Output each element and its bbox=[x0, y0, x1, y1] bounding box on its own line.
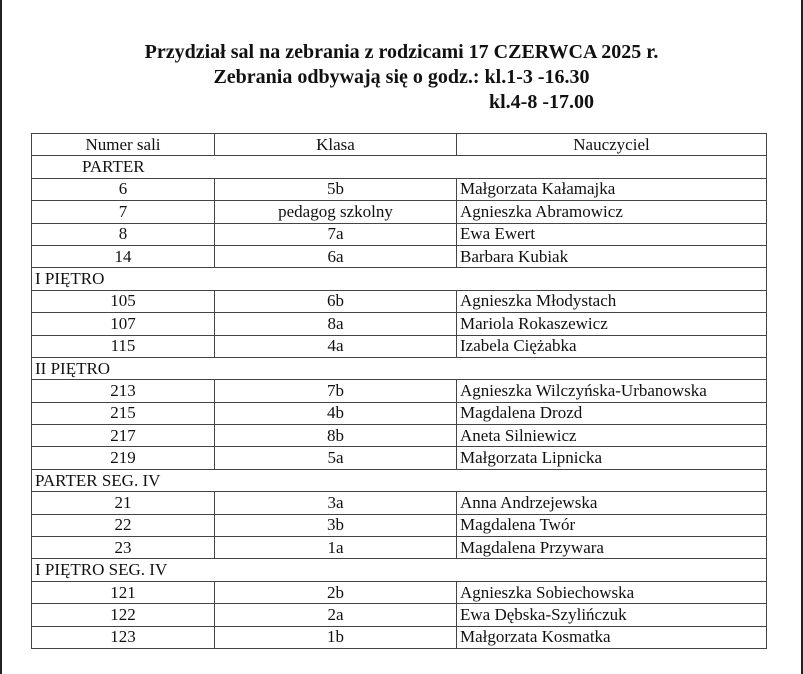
table-row bbox=[32, 425, 767, 447]
room-number-cell: 122 bbox=[32, 604, 215, 626]
room-number-cell: 123 bbox=[32, 626, 215, 648]
class-cell: 2a bbox=[215, 604, 457, 626]
room-number-cell: 6 bbox=[32, 178, 215, 200]
section-row bbox=[32, 469, 767, 491]
teacher-cell: Małgorzata Kosmatka bbox=[457, 626, 767, 648]
class-cell: 3b bbox=[215, 514, 457, 536]
section-label: PARTER bbox=[32, 156, 767, 178]
table-row bbox=[32, 537, 767, 559]
room-number-cell: 23 bbox=[32, 537, 215, 559]
class-cell: 1a bbox=[215, 537, 457, 559]
class-cell: 8a bbox=[215, 313, 457, 335]
section-row bbox=[32, 268, 767, 290]
room-number-cell: 22 bbox=[32, 514, 215, 536]
teacher-cell: Agnieszka Abramowicz bbox=[457, 201, 767, 223]
room-number-cell: 8 bbox=[32, 223, 215, 245]
room-number-cell: 21 bbox=[32, 492, 215, 514]
teacher-cell: Magdalena Twór bbox=[457, 514, 767, 536]
class-cell: 4b bbox=[215, 402, 457, 424]
class-cell: 6a bbox=[215, 245, 457, 267]
section-label: II PIĘTRO bbox=[32, 357, 767, 379]
section-row bbox=[32, 357, 767, 379]
table-row bbox=[32, 335, 767, 357]
teacher-cell: Magdalena Drozd bbox=[457, 402, 767, 424]
room-number-cell: 105 bbox=[32, 290, 215, 312]
room-number-cell: 7 bbox=[32, 201, 215, 223]
section-row bbox=[32, 156, 767, 178]
teacher-cell: Ewa Dębska-Szylińczuk bbox=[457, 604, 767, 626]
room-number-cell: 219 bbox=[32, 447, 215, 469]
class-cell: 8b bbox=[215, 425, 457, 447]
class-cell: 6b bbox=[215, 290, 457, 312]
teacher-cell: Aneta Silniewicz bbox=[457, 425, 767, 447]
teacher-cell: Mariola Rokaszewicz bbox=[457, 313, 767, 335]
section-label: I PIĘTRO SEG. IV bbox=[32, 559, 767, 581]
header-room: Numer sali bbox=[32, 134, 215, 156]
section-label: PARTER SEG. IV bbox=[32, 469, 767, 491]
class-cell: pedagog szkolny bbox=[215, 201, 457, 223]
title-line-3: kl.4-8 -17.00 bbox=[489, 91, 594, 113]
room-number-cell: 14 bbox=[32, 245, 215, 267]
table-body bbox=[32, 156, 767, 649]
room-number-cell: 217 bbox=[32, 425, 215, 447]
header-class: Klasa bbox=[215, 134, 457, 156]
room-number-cell: 107 bbox=[32, 313, 215, 335]
table-row bbox=[32, 178, 767, 200]
room-assignment-table bbox=[31, 133, 767, 649]
teacher-cell: Ewa Ewert bbox=[457, 223, 767, 245]
table-row bbox=[32, 447, 767, 469]
teacher-cell: Małgorzata Kałamajka bbox=[457, 178, 767, 200]
teacher-cell: Magdalena Przywara bbox=[457, 537, 767, 559]
table-row bbox=[32, 223, 767, 245]
table-row bbox=[32, 290, 767, 312]
room-number-cell: 213 bbox=[32, 380, 215, 402]
table-row bbox=[32, 201, 767, 223]
teacher-cell: Agnieszka Sobiechowska bbox=[457, 581, 767, 603]
teacher-cell: Agnieszka Wilczyńska-Urbanowska bbox=[457, 380, 767, 402]
room-number-cell: 115 bbox=[32, 335, 215, 357]
class-cell: 1b bbox=[215, 626, 457, 648]
class-cell: 5b bbox=[215, 178, 457, 200]
table-row bbox=[32, 380, 767, 402]
title-line-2: Zebrania odbywają się o godz.: kl.1-3 -16.30 bbox=[213, 66, 590, 88]
table-header-row bbox=[32, 134, 767, 156]
teacher-cell: Barbara Kubiak bbox=[457, 245, 767, 267]
document-title bbox=[0, 40, 803, 115]
table-row bbox=[32, 604, 767, 626]
class-cell: 3a bbox=[215, 492, 457, 514]
class-cell: 7a bbox=[215, 223, 457, 245]
table-row bbox=[32, 245, 767, 267]
title-line-1: Przydział sal na zebrania z rodzicami 17 CZERWCA 2025 r. bbox=[144, 41, 659, 63]
table-row bbox=[32, 626, 767, 648]
class-cell: 4a bbox=[215, 335, 457, 357]
room-number-cell: 121 bbox=[32, 581, 215, 603]
teacher-cell: Małgorzata Lipnicka bbox=[457, 447, 767, 469]
table-row bbox=[32, 581, 767, 603]
class-cell: 5a bbox=[215, 447, 457, 469]
section-row bbox=[32, 559, 767, 581]
header-teacher: Nauczyciel bbox=[457, 134, 767, 156]
class-cell: 2b bbox=[215, 581, 457, 603]
teacher-cell: Agnieszka Młodystach bbox=[457, 290, 767, 312]
table-row bbox=[32, 313, 767, 335]
room-number-cell: 215 bbox=[32, 402, 215, 424]
class-cell: 7b bbox=[215, 380, 457, 402]
section-label: I PIĘTRO bbox=[32, 268, 767, 290]
table-row bbox=[32, 402, 767, 424]
teacher-cell: Anna Andrzejewska bbox=[457, 492, 767, 514]
table-row bbox=[32, 514, 767, 536]
teacher-cell: Izabela Ciężabka bbox=[457, 335, 767, 357]
table-row bbox=[32, 492, 767, 514]
